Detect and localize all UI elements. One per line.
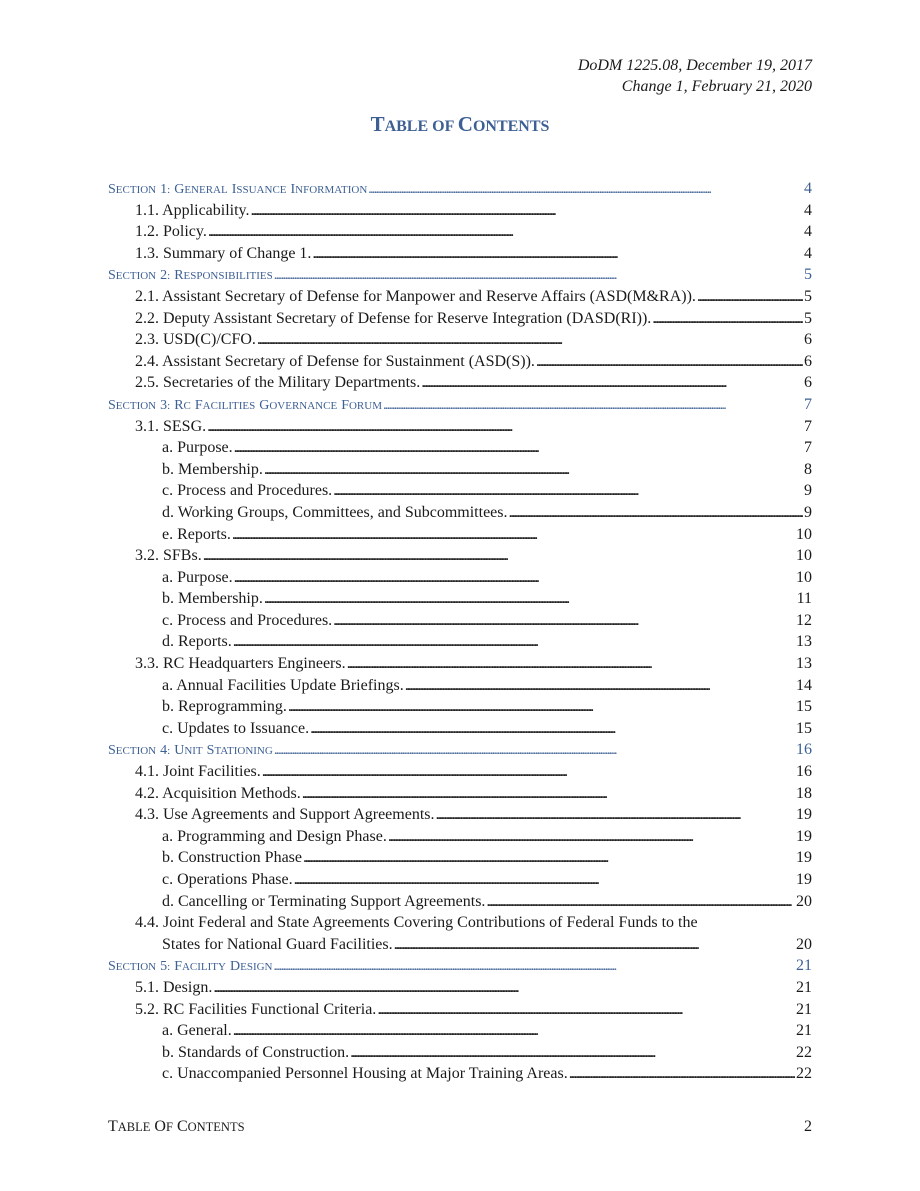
toc-subitem[interactable] [108,610,812,632]
title-rest-2: ONTENTS [472,118,550,135]
toc-entry-text: 1.2. Policy. [135,223,207,241]
toc-item[interactable] [108,372,812,394]
toc-page-number: 5 [804,287,812,305]
toc-page-number: 22 [796,1065,812,1083]
toc-item[interactable] [108,783,812,805]
toc-subitem[interactable] [108,459,812,481]
toc-page-number: 20 [796,892,812,910]
title-rest-1: ABLE OF [384,118,458,135]
toc-leader-dots [347,653,795,675]
toc-page-number: 7 [804,439,812,457]
toc-leader-dots [207,416,803,438]
header-change: Change 1, February 21, 2020 [621,78,812,95]
toc-item[interactable] [108,351,812,373]
toc-subitem[interactable] [108,1042,812,1064]
toc-entry-text: 5.1. Design. [135,978,213,996]
toc-page-number: 21 [796,1022,812,1040]
toc-leader-dots [350,1042,795,1064]
toc-section-title: SECTION 2: RESPONSIBILITIES [108,268,273,284]
header-doc-id: DoDM 1225.08, December 19, 2017 [577,57,812,74]
toc-item[interactable] [108,286,812,308]
toc-leader-dots [333,480,803,502]
toc-leader-dots [486,891,795,913]
toc-entry-text: d. Cancelling or Terminating Support Agreements. [162,892,486,910]
toc-page-number: 4 [804,201,812,219]
toc-page-number: 11 [796,590,812,608]
toc-entry-text: a. Annual Facilities Update Briefings. [162,676,404,694]
title-cap-t: T [370,112,385,136]
toc-page-number: 4 [804,223,812,241]
toc-page-number: 21 [796,1000,812,1018]
toc-leader-dots [388,826,795,848]
toc-section-title: SECTION 1: GENERAL ISSUANCE INFORMATION [108,182,368,197]
toc-page-number: 21 [796,978,812,996]
toc-page-number: 19 [796,849,812,867]
toc-entry-text: 2.2. Deputy Assistant Secretary of Defense for Reserve Integration (DASD(RI)). [135,309,652,327]
toc-leader-dots [536,351,803,373]
title-cap-c: C [457,112,473,136]
toc-page-number: 15 [796,719,812,737]
toc-leader-dots [652,308,803,330]
toc-item[interactable] [108,545,812,567]
toc-item[interactable] [108,221,812,243]
toc-subitem[interactable] [108,869,812,891]
toc-section-link[interactable] [108,739,812,761]
toc-leader-dots [232,524,795,546]
toc-entry-text: 2.4. Assistant Secretary of Defense for Sustainment (ASD(S)). [135,352,535,370]
toc-entry-text: 4.1. Joint Facilities. [135,763,261,781]
toc-leader-dots [234,567,795,589]
toc-page-number: 15 [796,698,812,716]
toc-entry-text: 1.1. Applicability. [135,201,250,219]
toc-page-number: 5 [804,309,812,327]
toc-leader-dots [509,502,804,524]
toc-page-number: 12 [796,611,812,629]
toc-leader-dots [262,761,795,783]
toc-page-number: 21 [796,957,812,975]
toc-page-number: 10 [796,547,812,565]
toc-entry-text: 3.2. SFBs. [135,547,202,565]
toc-subitem[interactable] [108,437,812,459]
toc-page-number: 6 [804,352,812,370]
toc-entry-text: b. Construction Phase [162,849,302,867]
toc-page-number: 13 [796,655,812,673]
toc-entry-text: 4.3. Use Agreements and Support Agreements. [135,806,435,824]
toc-leader-dots [377,999,795,1021]
toc-leader-dots [394,934,795,956]
toc-leader-dots [294,869,795,891]
toc-subitem[interactable] [108,1063,812,1085]
toc-subitem[interactable] [108,696,812,718]
toc-section-title: SECTION 4: UNIT STATIONING [108,743,273,759]
toc-subitem[interactable] [108,524,812,546]
toc-page-number: 4 [804,244,812,262]
toc-entry-text: d. Reports. [162,633,232,651]
toc-page-number: 13 [796,633,812,651]
toc-leader-dots [274,955,796,978]
toc-leader-dots [383,394,803,417]
toc-leader-dots [310,718,795,740]
toc-section-title: SECTION 5: FACILITY DESIGN [108,959,273,975]
toc-page-number: 5 [804,266,812,284]
toc-section-link[interactable] [108,178,812,200]
toc-page-number: 7 [804,417,812,435]
toc-subitem[interactable] [108,718,812,740]
toc-leader-dots [436,804,796,826]
toc-section-link[interactable] [108,264,812,286]
toc-entry-text: States for National Guard Facilities. [162,935,393,953]
toc-item[interactable] [108,243,812,265]
toc-section-title: SECTION 3: RC FACILITIES GOVERNANCE FORUM [108,397,382,413]
toc-subitem[interactable] [108,675,812,697]
page-title [0,112,920,137]
toc-leader-dots [233,631,795,653]
toc-item[interactable] [108,999,812,1021]
toc-subitem[interactable] [108,847,812,869]
toc-entry-text: c. Operations Phase. [162,871,293,888]
toc-item[interactable] [108,308,812,330]
toc-leader-dots [234,437,803,459]
toc-entry-text: d. Working Groups, Committees, and Subcommittees. [162,503,508,521]
toc-entry-text: 3.3. RC Headquarters Engineers. [135,655,346,673]
toc-entry-text: a. Purpose. [162,568,233,586]
toc-leader-dots [274,264,803,287]
toc-page-number: 19 [796,827,812,845]
toc-page-number: 19 [796,806,812,824]
toc-item[interactable] [108,912,812,934]
toc-entry-text: c. Unaccompanied Personnel Housing at Major Training Areas. [162,1065,568,1083]
toc-leader-dots [302,783,795,805]
toc-subitem[interactable] [108,891,812,913]
toc-subitem[interactable] [108,480,812,502]
toc-item[interactable] [108,200,812,222]
toc-entry-text: c. Process and Procedures. [162,611,333,629]
toc-entry-text: 4.2. Acquisition Methods. [135,784,301,802]
toc-entry-text: 5.2. RC Facilities Functional Criteria. [135,1000,377,1018]
toc-page-number: 10 [796,525,812,543]
toc-page-number: 4 [804,180,812,197]
toc-page-number: 9 [804,482,812,500]
toc-leader-dots [274,739,795,762]
toc-entry-text: 1.3. Summary of Change 1. [135,244,312,262]
toc-item[interactable] [108,977,812,999]
toc-subitem[interactable] [108,1020,812,1042]
toc-page-number: 20 [796,935,812,953]
toc-entry-text: 3.1. SESG. [135,417,207,435]
document-header [578,55,812,97]
toc-leader-dots [569,1063,795,1085]
toc-page-number: 9 [804,503,812,521]
toc-entry-text: c. Process and Procedures. [162,482,333,500]
toc-subitem[interactable] [108,826,812,848]
toc-entry-text: a. Programming and Design Phase. [162,827,387,845]
table-of-contents [108,178,812,1085]
toc-leader-dots [233,1020,795,1042]
toc-leader-dots [368,178,803,201]
toc-item[interactable] [108,804,812,826]
toc-entry-text: c. Updates to Issuance. [162,719,310,737]
toc-leader-dots [421,372,803,394]
toc-page-number: 6 [804,331,812,349]
toc-entry-text: b. Standards of Construction. [162,1043,350,1061]
toc-entry-text: 2.3. USD(C)/CFO. [135,331,256,349]
toc-page-number: 6 [804,374,812,392]
toc-leader-dots [312,243,803,265]
toc-item[interactable] [108,329,812,351]
toc-leader-dots [303,847,795,869]
toc-leader-dots [264,459,803,481]
toc-leader-dots [264,588,796,610]
toc-entry-text: e. Reports. [162,525,231,543]
toc-page-number: 22 [796,1043,812,1061]
toc-item[interactable] [108,653,812,675]
page-number: 2 [804,1118,812,1135]
toc-item[interactable] [108,416,812,438]
toc-leader-dots [405,675,795,697]
toc-leader-dots [203,545,795,567]
toc-page-number: 10 [796,568,812,586]
toc-subitem[interactable] [108,588,812,610]
toc-leader-dots [333,610,795,632]
toc-item[interactable] [108,761,812,783]
toc-section-link[interactable] [108,955,812,977]
toc-page-number: 18 [796,784,812,802]
toc-subitem[interactable] [108,502,812,524]
toc-section-link[interactable] [108,394,812,416]
toc-leader-dots [257,329,803,351]
toc-leader-dots [697,286,803,308]
toc-page-number: 16 [796,763,812,781]
toc-entry-text: a. Purpose. [162,439,233,457]
toc-entry-text: b. Reprogramming. [162,698,287,716]
page-footer [108,1118,812,1136]
toc-entry-text: 2.5. Secretaries of the Military Departments. [135,374,421,392]
toc-entry-text: 4.4. Joint Federal and State Agreements Covering Contributions of Federal Funds to the [135,914,698,932]
toc-page-number: 7 [804,395,812,413]
toc-leader-dots [288,696,795,718]
toc-leader-dots [251,200,803,222]
toc-page-number: 14 [796,676,812,694]
toc-subitem[interactable] [108,631,812,653]
footer-label: TABLE OF CONTENTS [108,1118,245,1135]
toc-entry-text: 2.1. Assistant Secretary of Defense for Manpower and Reserve Affairs (ASD(M&RA)). [135,287,696,305]
toc-entry-text: b. Membership. [162,590,263,608]
toc-page-number: 16 [796,741,812,759]
toc-leader-dots [213,977,795,999]
toc-subitem[interactable] [108,934,812,956]
toc-entry-text: a. General. [162,1022,232,1040]
toc-entry-text: b. Membership. [162,460,263,478]
toc-page-number: 19 [796,871,812,888]
toc-subitem[interactable] [108,567,812,589]
toc-page-number: 8 [804,460,812,478]
toc-leader-dots [208,221,803,243]
